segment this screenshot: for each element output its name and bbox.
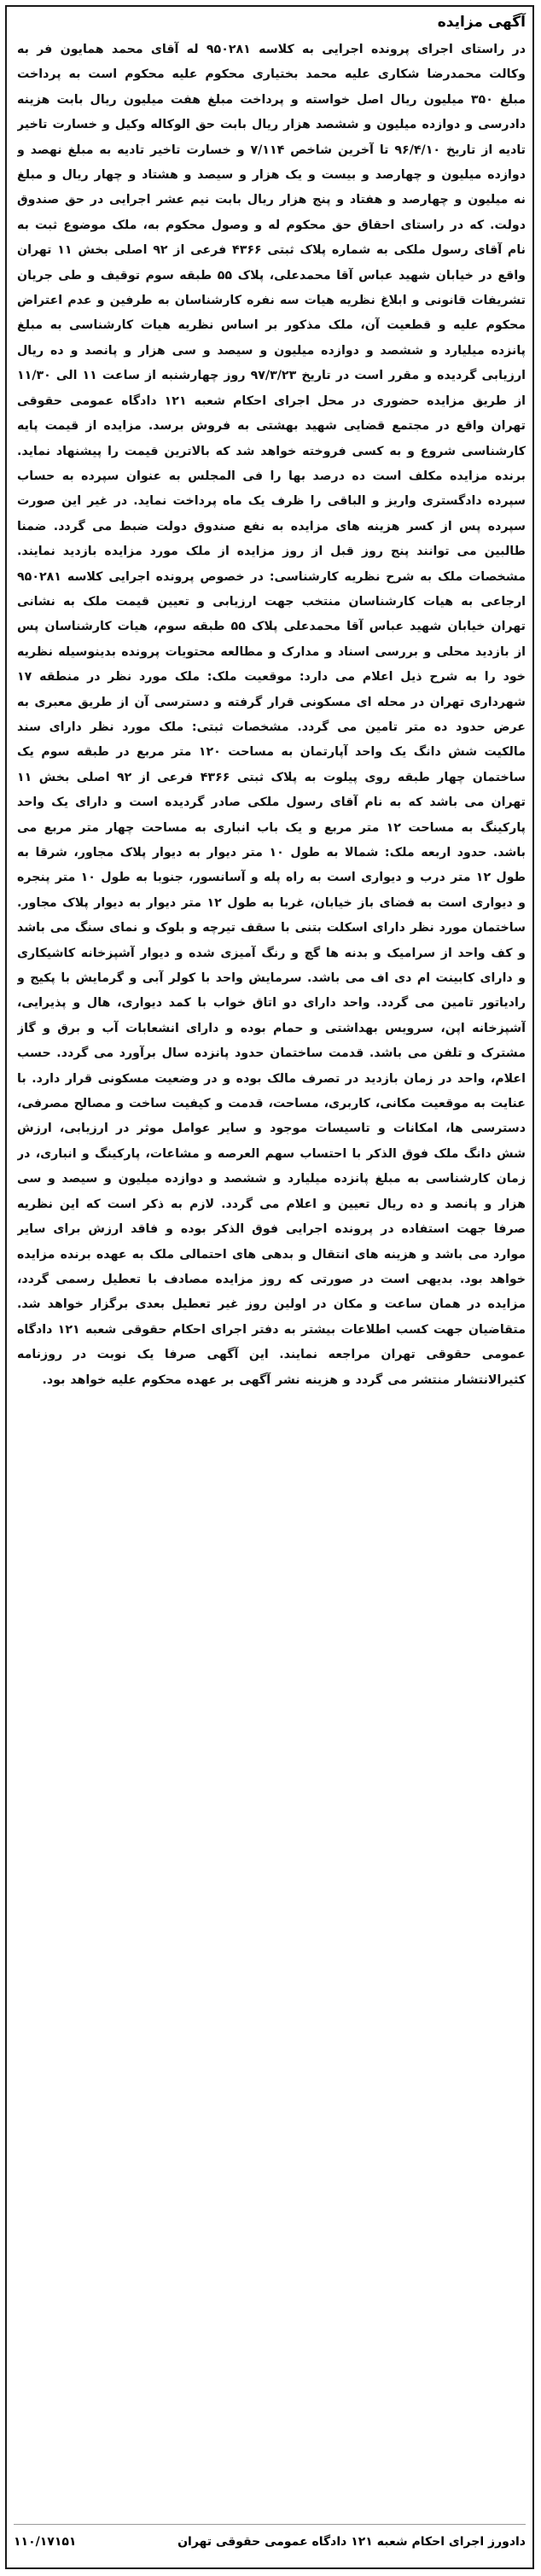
- notice-body: در راستای اجرای پرونده اجرایی به کلاسه ۹۵۰۲۸۱ له آقای محمد همایون فر به وکالت محمدرضا شکاری علیه محمد بختیاری محکوم علیه محکوم است به پرداخت مبلغ ۳۵۰ میلیون ریال اصل خواسته و پرداخت مبلغ هفت میلیون ریال بابت هزینه دادرسی و دوازده میلیون و ششصد هزار ریال بابت حق الوکاله وکیل و خسارت تاخیر تادیه از تاریخ ۹۶/۴/۱۰ تا آخرین شاخص ۷/۱۱۴ و خسارت تاخیر تادیه به مبلغ نهصد و دوازده میلیون و چهارصد و بیست و یک هزار و سیصد و هشتاد و چهار ریال و مبلغ نه میلیون و چهارصد و هفتاد و پنج هزار ریال بابت نیم عشر اجرایی در حق صندوق دولت. که در راستای احقاق حق محکوم له و وصول محکوم به، ملک موضوع ثبت به نام آقای رسول ملکی به شماره پلاک ثبتی ۴۳۶۶ فرعی از ۹۲ اصلی بخش ۱۱ تهران واقع در خیابان شهید عباس آقا محمدعلی، پلاک ۵۵ طبقه سوم توقیف و طی جریان تشریفات قانونی و ابلاغ نظریه هیات سه نفره کارشناسان به طرفین و عدم اعتراض محکوم علیه و قطعیت آن، ملک مذکور بر اساس نظریه هیات کارشناسی به مبلغ پانزده میلیارد و ششصد و دوازده میلیون و سیصد و سی هزار و پانصد و ده ریال ارزیابی گردیده و مقرر است در تاریخ ۹۷/۳/۲۳ روز چهارشنبه از ساعت ۱۱ الی ۱۱/۳۰ از طریق مزایده حضوری در محل اجرای احکام شعبه ۱۲۱ دادگاه عمومی حقوقی تهران واقع در مجتمع قضایی شهید بهشتی به فروش برسد. مزایده از قیمت پایه کارشناسی شروع و به کسی فروخته خواهد شد که بالاترین قیمت را پیشنهاد نماید. برنده مزایده مکلف است ده درصد بها را فی المجلس به عنوان سپرده به حساب سپرده دادگستری واریز و الباقی را ظرف یک ماه پرداخت نماید. در غیر این صورت سپرده پس از کسر هزینه های مزایده به نفع صندوق دولت ضبط می گردد. ضمنا طالبین می توانند پنج روز قبل از روز مزایده از ملک مورد مزایده بازدید نمایند. مشخصات ملک به شرح نظریه کارشناسی: در خصوص پرونده اجرایی کلاسه ۹۵۰۲۸۱ ارجاعی به هیات کارشناسان منتخب جهت ارزیابی و تعیین قیمت ملک به نشانی تهران خیابان شهید عباس آقا محمدعلی پلاک ۵۵ طبقه سوم، هیات کارشناسان پس از بازدید محلی و بررسی اسناد و مدارک و مطالعه محتویات پرونده بدینوسیله نظریه خود را به شرح ذیل اعلام می دارد: موقعیت ملک: ملک مورد نظر در منطقه ۱۷ شهرداری تهران در محله ای مسکونی قرار گرفته و دسترسی آن از طریق معبری به عرض حدود ده متر تامین می گردد. مشخصات ثبتی: ملک مورد نظر دارای سند مالکیت شش دانگ یک واحد آپارتمان به مساحت ۱۲۰ متر مربع در طبقه سوم یک ساختمان چهار طبقه روی پیلوت به پلاک ثبتی ۴۳۶۶ فرعی از ۹۲ اصلی بخش ۱۱ تهران می باشد که به نام آقای رسول ملکی صادر گردیده است و دارای یک واحد پارکینگ به مساحت ۱۲ متر مربع و یک باب انباری به مساحت چهار متر مربع می باشد. حدود اربعه ملک: شمالا به طول ۱۰ متر دیوار به دیوار پلاک مجاور، شرقا به طول ۱۲ متر درب و دیواری است به راه پله و آسانسور، جنوبا به طول ۱۰ متر پنجره و دیواری است به فضای باز خیابان، غربا به طول ۱۲ متر دیوار به دیوار پلاک مجاور. ساختمان مورد نظر دارای اسکلت بتنی با سقف تیرچه و بلوک و نمای سنگ می باشد و کف واحد از سرامیک و بدنه ها گچ و رنگ آمیزی شده و دیوار آشپزخانه کاشیکاری و دارای کابینت ام دی اف می باشد. سرمایش واحد با کولر آبی و گرمایش با پکیج و رادیاتور تامین می گردد. واحد دارای دو اتاق خواب با کمد دیواری، هال و پذیرایی، آشپزخانه اپن، سرویس بهداشتی و حمام بوده و دارای انشعابات آب و برق و گاز مشترک و تلفن می باشد. قدمت ساختمان حدود پانزده سال برآورد می گردد. حسب اعلام، واحد در زمان بازدید در تصرف مالک بوده و در وضعیت مسکونی قرار دارد. با عنایت به موقعیت مکانی، کاربری، مساحت، قدمت و کیفیت ساخت و مصالح مصرفی، دسترسی ها، امکانات و تاسیسات موجود و سایر عوامل موثر در ارزیابی، ارزش شش دانگ ملک فوق الذکر با احتساب سهم العرصه و مشاعات، پارکینگ و انباری، در زمان کارشناسی به مبلغ پانزده میلیارد و ششصد و دوازده میلیون و سیصد و سی هزار و پانصد و ده ریال تعیین و اعلام می گردد. لازم به ذکر است که این نظریه صرفا جهت استفاده در پرونده اجرایی فوق الذکر بوده و فاقد ارزش برای سایر موارد می باشد و هزینه های انتقال و بدهی های احتمالی ملک به عهده برنده مزایده خواهد بود. بدیهی است در صورتی که روز مزایده مصادف با تعطیل رسمی گردد، مزایده در همان ساعت و مکان در اولین روز غیر تعطیل بعدی برگزار خواهد شد. متقاضیان جهت کسب اطلاعات بیشتر به دفتر اجرای احکام حقوقی شعبه ۱۲۱ دادگاه عمومی حقوقی تهران مراجعه نمایند. این آگهی صرفا یک نوبت در روزنامه کثیرالانتشار منتشر می گردد و هزینه نشر آگهی بر عهده محکوم علیه خواهد بود.: [17, 43, 526, 1387]
- footer-code: ۱۱۰/۱۷۱۵۱: [14, 2535, 77, 2549]
- auction-notice: [5, 5, 534, 2569]
- title-bar: [432, 12, 526, 32]
- notice-footer: [14, 2524, 526, 2559]
- footer-signature: دادورز اجرای احکام شعبه ۱۲۱ دادگاه عمومی حقوقی تهران: [177, 2535, 526, 2549]
- notice-title: آگهی مزایده: [437, 14, 526, 31]
